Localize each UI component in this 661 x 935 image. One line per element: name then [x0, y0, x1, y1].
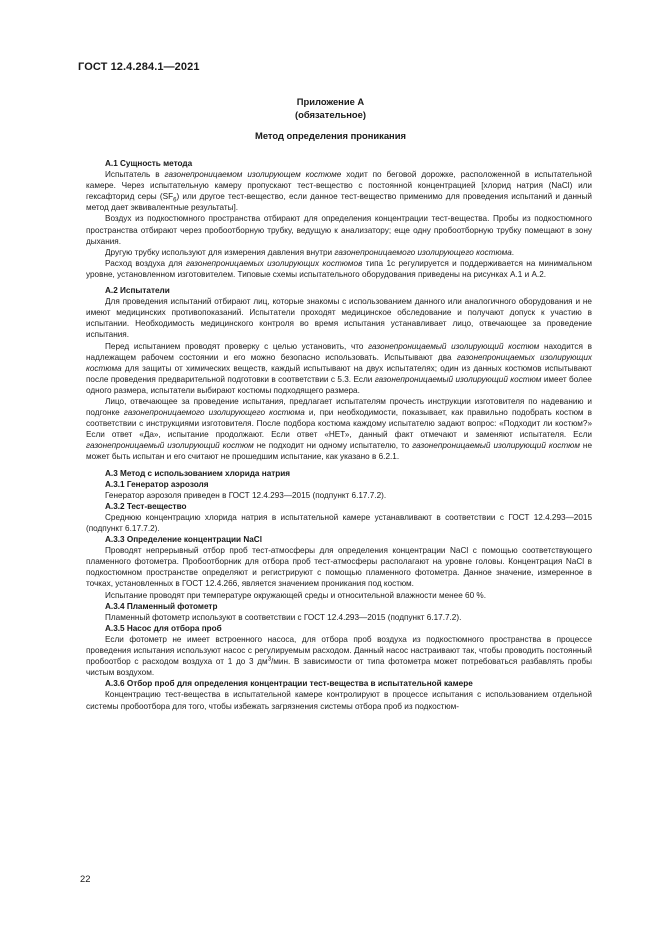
section-heading-a2: А.2 Испытатели [105, 286, 170, 296]
appendix-heading: Метод определения проникания [255, 130, 406, 141]
paragraph-a2-1: Для проведения испытаний отбирают лиц, которые знакомы с использованием данного или аналогичного оборудования и не имеют медицинских противопоказаний. Испытатели проходят медицинское обследование и получают допуск к участию в испытании. Необходимость медицинского контроля во время испытания устанавливает лицо, отвечающее за проведение испытания. [86, 297, 592, 340]
subsection-heading-a32: А.3.2 Тест-вещество [105, 501, 187, 511]
subsection-heading-a31: А.3.1 Генератор аэрозоля [105, 479, 209, 489]
section-heading-a1: А.1 Сущность метода [105, 159, 193, 168]
paragraph-a1-2: Воздух из подкостюмного пространства отбирают для определения концентрации тест-вещества. Пробы из подкостюмного пространства отбирают через пробоотборную трубку, ведущую к анализатору; еще одну пробоотборную трубку помещают в зону дыхания. [86, 214, 592, 246]
paragraph-a36-1: Концентрацию тест-вещества в испытательной камере контролируют в процессе испытания с использованием отдельной системы пробоотбора для того, чтобы избежать загрязнения системы отбора проб из подкостюм- [86, 690, 592, 711]
paragraph-a33-1: Проводят непрерывный отбор проб тест-атмосферы для определения концентрации NaCl с помощью соответствующего пламенного фотометра. Пробоотборник для отбора проб тест-атмосферы располагают на уровне головы. Концентрация NaCl в подкостюмном пространстве определяют и регистрируют с помощью пламенного фотометра. Данное значение, измеренное в точках, установленных в ГОСТ 12.4.266, является значением проникания под костюм. [86, 546, 592, 589]
paragraph-a1-4: Расход воздуха для газонепроницаемых изолирующих костюмов типа 1с регулируется и поддерживается на минимальном уровне, установленном изготовителем. Типовые схемы испытательного оборудования приведены на рисунках А.1 и А.2. [86, 258, 592, 279]
document-id-header: ГОСТ 12.4.284.1—2021 [78, 61, 200, 73]
section-heading-a3: А.3 Метод с использованием хлорида натрия [105, 468, 291, 478]
paragraph-a34-1: Пламенный фотометр используют в соответствии с ГОСТ 12.4.293—2015 (подпункт 6.17.7.2). [105, 612, 462, 622]
paragraph-a1-3: Другую трубку используют для измерения давления внутри газонепроницаемого изолирующего костюма. [105, 247, 515, 257]
paragraph-a32-1: Среднюю концентрацию хлорида натрия в испытательной камере устанавливают в соответствии с ГОСТ 12.4.293—2015 (подпункт 6.17.7.2). [86, 512, 592, 533]
subsection-heading-a36: А.3.6 Отбор проб для определения концентрации тест-вещества в испытательной камере [105, 679, 473, 689]
appendix-title: Приложение А [296, 96, 365, 107]
paragraph-a1-1: Испытатель в газонепроницаемом изолирующем костюме ходит по беговой дорожке, расположенной в испытательной камере. Через испытательную камеру пропускают тест-вещество с постоянной концентрацией [хлорид натрия (NaCl) или гексафторид серы $(SF_6)$ или другое тест-вещество, если данное тест-вещество применимо для проведения испытаний и данный метод дает эквивалентные результаты]. [86, 170, 592, 213]
paragraph-a31-1: Генератор аэрозоля приведен в ГОСТ 12.4.293—2015 (подпункт 6.17.7.2). [105, 490, 387, 500]
subsection-heading-a34: А.3.4 Пламенный фотометр [105, 601, 218, 611]
page-number: 22 [80, 873, 91, 884]
document-body [86, 158, 592, 712]
subsection-heading-a33: А.3.3 Определение концентрации NaCl [105, 535, 262, 545]
paragraph-a2-3: Лицо, отвечающее за проведение испытания, предлагает испытателям прочесть инструкции изготовителя по надеванию и подгонке газонепроницаемого изолирующего костюма и, при необходимости, показывает, как правильно подобрать костюм в соответствии с инструкциями изготовителя. После подбора костюма каждому испытателю задают вопрос: «Подходит ли костюм?» Если ответ «Да», испытание продолжают. Если ответ «НЕТ», данный факт отмечают и заменяют испытателя. Если газонепроницаемый изолирующий костюм не подходит ни одному испытателю, то газонепроницаемый изолирующий костюм не может быть испытан и его считают не прошедшим испытание, как указано в 6.2.1. [86, 396, 592, 462]
appendix-status: (обязательное) [295, 109, 366, 120]
paragraph-a2-2: Перед испытанием проводят проверку с целью установить, что газонепроницаемый изолирующий костюм находится в надлежащем рабочем состоянии и его можно безопасно использовать. Испытывают два газонепроницаемых изолирующих костюма для защиты от химических веществ, каждый испытывают на двух испытателях; один из данных костюмов испытывают после проведения предварительной подготовки в соответствии с 5.3. Если газонепроницаемый изолирующий костюм имеет более одного размера, испытатели выбирают костюмы подходящего размера. [86, 341, 592, 395]
paragraph-a35-1: Если фотометр не имеет встроенного насоса, для отбора проб воздуха из подкостюмного пространства в процессе проведения испытания используют насос с регулируемым расходом. Данный насос настраивают так, чтобы проводить постоянный пробоотбор с расходом воздуха от 1 до 3 $дм^3$/мин. В зависимости от типа фотометра может потребоваться разбавлять пробы чистым воздухом. [86, 634, 592, 678]
paragraph-a33-2: Испытание проводят при температуре окружающей среды и относительной влажности менее 60 %. [105, 590, 486, 600]
subsection-heading-a35: А.3.5 Насос для отбора проб [105, 623, 222, 633]
